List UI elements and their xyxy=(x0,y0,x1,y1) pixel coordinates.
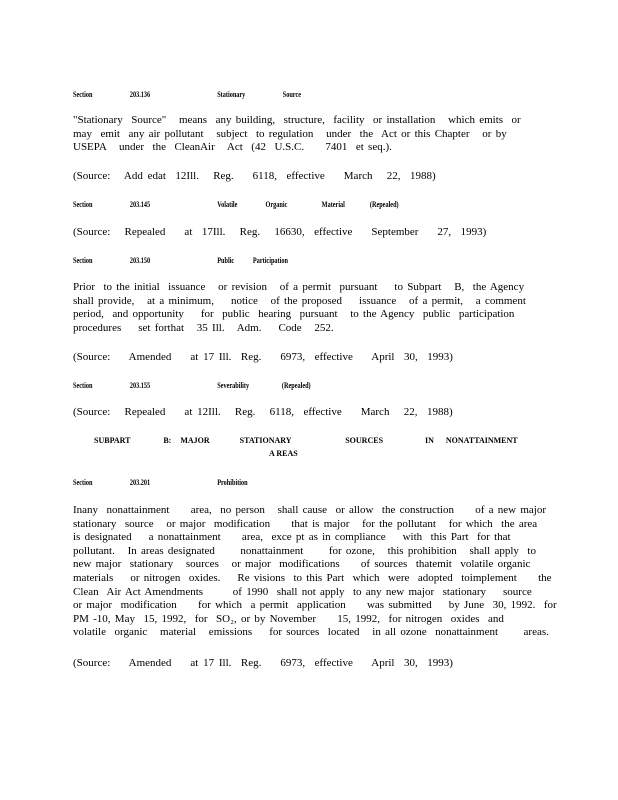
body-line: Clean Air Act Amendments of 1990 shall not apply to any new major stationary source xyxy=(73,585,532,598)
section-body xyxy=(73,281,526,335)
body-line: is designated a nonattainment area, exce pt as in compliance with this Part for that xyxy=(73,531,511,544)
body-line: or major modification for which a permit application was submitted by June 30, 1992. for xyxy=(73,599,557,612)
body-line: new major stationary sources or major modifications of sources thatemit volatile organic xyxy=(73,558,531,571)
section-title: Volatile xyxy=(217,200,238,209)
section-title-2: Organic xyxy=(265,200,288,209)
section-number: 203.136 xyxy=(129,90,151,99)
body-line: may emit any air pollutant subject to regulation under the Act or this Chapter or by xyxy=(73,127,507,140)
body-line: stationary source or major modification that is major for the pollutant for which the area xyxy=(73,517,538,530)
section-title: Severability xyxy=(217,381,250,390)
section-heading xyxy=(73,90,301,99)
body-line: shall provide, at a minimum, notice of the proposed issuance of a permit, a comment xyxy=(73,294,526,307)
body-line: USEPA under the CleanAir Act (42 U.S.C. 7401 et seq.). xyxy=(73,141,392,154)
section-number: 203.145 xyxy=(129,200,151,209)
section-label: Section xyxy=(73,90,93,99)
section-title-2: Source xyxy=(282,90,301,99)
section-label: Section xyxy=(73,478,93,487)
section-source: (Source: Repealed at 12Ill. Reg. 6118, effective March 22, 1988) xyxy=(73,406,453,418)
section-title: Prohibition xyxy=(217,478,248,487)
section-heading xyxy=(73,200,399,209)
section-title-3: Material xyxy=(321,200,345,209)
section-number: 203.201 xyxy=(129,478,151,487)
section-source: (Source: Amended at 17 Ill. Reg. 6973, effective April 30, 1993) xyxy=(73,351,453,363)
section-body xyxy=(73,114,521,155)
section-title-4: (Repealed) xyxy=(369,200,399,209)
body-line: Prior to the initial issuance or revision of a permit pursuant to Subpart B, the Agency xyxy=(73,281,525,293)
body-line: Inany nonattainment area, no person shall cause or allow the construction of a new major xyxy=(73,504,547,516)
section-title-2: Participation xyxy=(252,256,288,265)
subpart-heading-line-2: A REAS xyxy=(269,449,298,458)
section-source: (Source: Amended at 17 Ill. Reg. 6973, effective April 30, 1993) xyxy=(73,657,453,669)
section-title: Public xyxy=(217,256,235,265)
body-line: period, and opportunity for public hearing pursuant to the Agency public participation xyxy=(73,308,515,321)
section-number: 203.155 xyxy=(129,381,151,390)
section-label: Section xyxy=(73,256,93,265)
section-body xyxy=(73,504,557,640)
section-label: Section xyxy=(73,200,93,209)
body-line: "Stationary Source" means any building, structure, facility or installation which emits or xyxy=(73,114,521,126)
body-line: PM -10, May 15, 1992, for SO₂, or by November 15, 1992, for nitrogen oxides and xyxy=(73,612,504,625)
section-number: 203.150 xyxy=(129,256,151,265)
section-source: (Source: Add edat 12Ill. Reg. 6118, effective March 22, 1988) xyxy=(73,170,436,182)
body-line: volatile organic material emissions for sources located in all ozone nonattainment areas. xyxy=(73,626,549,639)
subpart-heading-line-1: SUBPART B: MAJOR STATIONARY SOURCES IN NONATTAINMENT xyxy=(94,436,518,445)
body-line: pollutant. In areas designated nonattainment for ozone, this prohibition shall apply to xyxy=(73,544,536,557)
section-heading xyxy=(73,478,248,487)
section-title: Stationary xyxy=(217,90,246,99)
section-title-2: (Repealed) xyxy=(281,381,311,390)
section-heading xyxy=(73,381,311,390)
section-source: (Source: Repealed at 17Ill. Reg. 16630, effective September 27, 1993) xyxy=(73,226,487,238)
body-line: procedures set forthat 35 Ill. Adm. Code 252. xyxy=(73,321,334,334)
section-heading xyxy=(73,256,288,265)
section-label: Section xyxy=(73,381,93,390)
body-line: materials or nitrogen oxides. Re visions to this Part which were adopted toimplement the xyxy=(73,571,552,584)
